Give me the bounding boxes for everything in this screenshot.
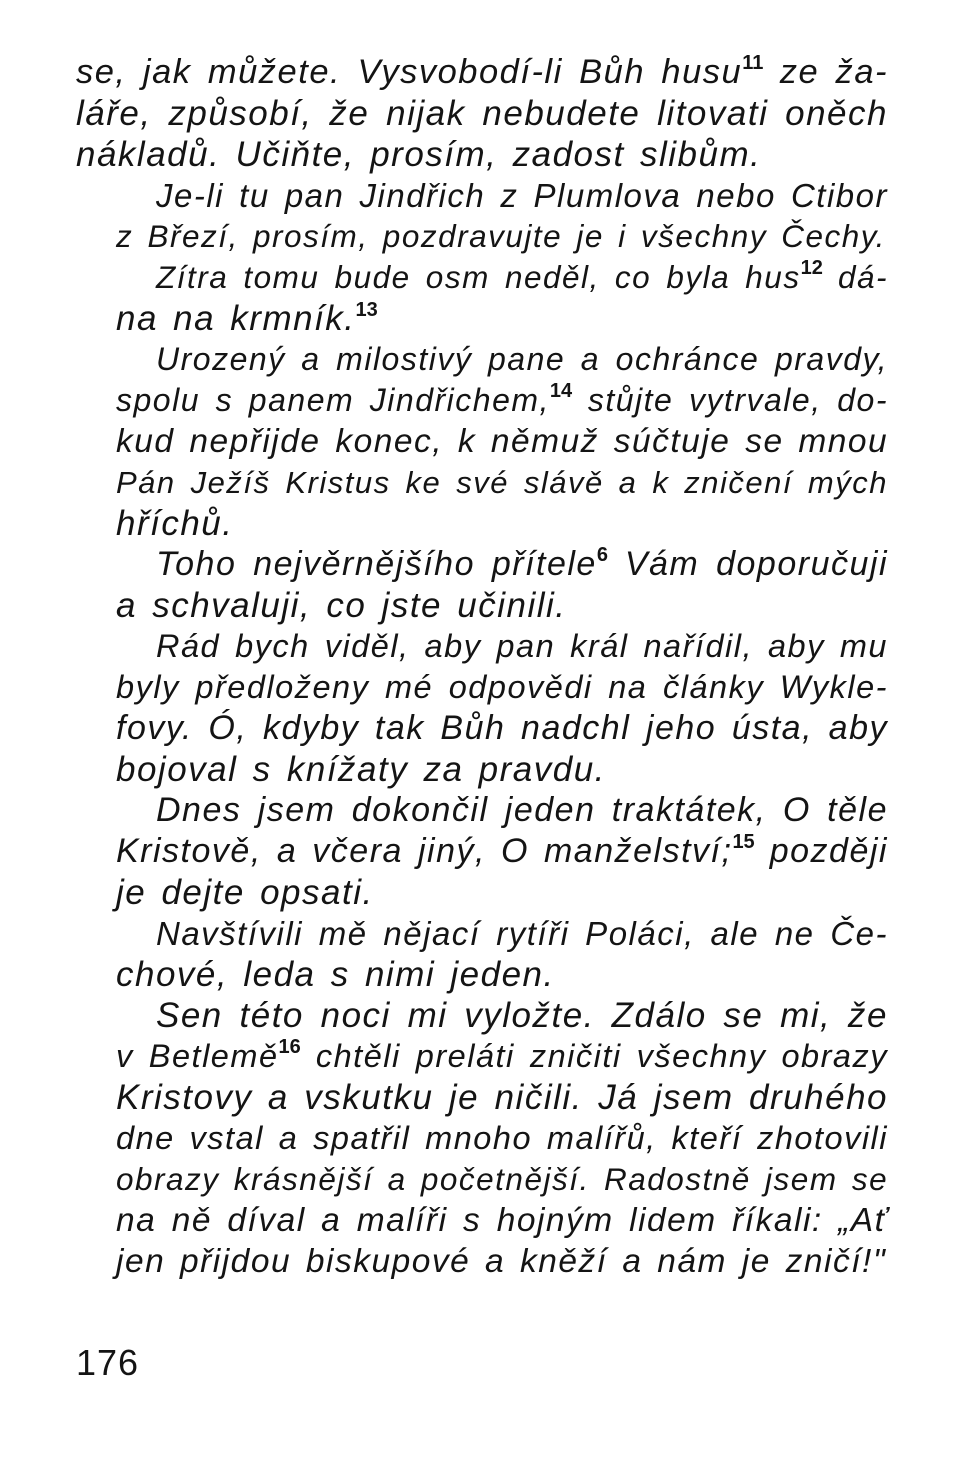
text-line xyxy=(76,831,888,872)
text-line xyxy=(76,175,888,216)
line-text: Kristovy a vskutku je ničili. Já jsem druhého xyxy=(116,1078,888,1117)
line-text: později xyxy=(754,832,888,870)
line-text: na na krmník. xyxy=(116,299,356,338)
text-line xyxy=(76,298,888,339)
line-text: chové, leda s nimi jeden. xyxy=(116,955,555,994)
paragraph xyxy=(76,544,888,626)
line-text: bojoval s knížaty za pravdu. xyxy=(116,750,606,789)
text-line xyxy=(76,1159,888,1200)
line-text: Vám doporučuji xyxy=(607,545,888,583)
footnote-marker: 15 xyxy=(732,831,755,853)
footnote-marker: 12 xyxy=(800,257,823,279)
text-line xyxy=(76,995,888,1036)
line-text: Zítra tomu bude osm neděl, co byla hus xyxy=(156,259,801,295)
line-text: na ně díval a malíři s hojným lidem říkali: „Ať xyxy=(116,1202,888,1239)
line-text: Pán Ježíš Kristus ke své slávě a k zničení mých xyxy=(116,465,888,500)
line-text: láře, způsobí, že nijak nebudete litovati oněch xyxy=(76,94,888,133)
text-line xyxy=(76,626,888,667)
line-text: Rád bych viděl, aby pan král nařídil, aby mu xyxy=(156,628,888,664)
text-line xyxy=(76,872,888,913)
page-text-body xyxy=(76,52,888,1282)
line-text: Toho nejvěrnějšího přítele xyxy=(156,545,597,583)
line-text: z Březí, prosím, pozdravujte je i všechny Čechy. xyxy=(116,218,886,254)
text-line xyxy=(76,954,888,995)
paragraph xyxy=(76,175,888,257)
paragraph xyxy=(76,52,888,175)
text-line xyxy=(76,913,888,954)
text-line xyxy=(76,380,888,421)
paragraph xyxy=(76,913,888,995)
paragraph xyxy=(76,790,888,913)
line-text: jen přijdou biskupové a kněží a nám je zničí!" xyxy=(116,1243,887,1280)
line-text: Je-li tu pan Jindřich z Plumlova nebo Ctibor xyxy=(156,177,888,214)
line-text: se, jak můžete. Vysvobodí-li Bůh husu xyxy=(76,53,743,91)
footnote-marker: 11 xyxy=(742,52,764,74)
paragraph xyxy=(76,995,888,1282)
line-text: chtěli preláti zničiti všechny obrazy xyxy=(300,1038,888,1074)
text-line xyxy=(76,503,888,544)
footnote-marker: 14 xyxy=(549,380,573,402)
line-text: je dejte opsati. xyxy=(116,873,374,912)
text-line xyxy=(76,257,888,298)
line-text: Dnes jsem dokončil jeden traktátek, O těle xyxy=(156,791,888,829)
text-line xyxy=(76,93,888,134)
line-text: v Betlemě xyxy=(116,1038,279,1074)
footnote-marker: 16 xyxy=(278,1036,301,1058)
text-line xyxy=(76,134,888,175)
text-line xyxy=(76,749,888,790)
line-text: dne vstal a spatřil mnoho malířů, kteří zhotovili xyxy=(116,1120,888,1156)
text-line xyxy=(76,544,888,585)
text-line xyxy=(76,585,888,626)
text-line xyxy=(76,1200,888,1241)
line-text: obrazy krásnější a početnější. Radostně jsem se xyxy=(116,1161,889,1197)
line-text: Urozený a milostivý pane a ochránce pravdy, xyxy=(156,341,888,377)
line-text: byly předloženy mé odpovědi na články Wykle- xyxy=(116,669,888,705)
text-line xyxy=(76,1241,888,1282)
line-text: Kristově, a včera jiný, O manželství; xyxy=(116,832,733,870)
text-line xyxy=(76,216,888,257)
text-line xyxy=(76,421,888,462)
text-line xyxy=(76,667,888,708)
text-line xyxy=(76,1036,888,1077)
paragraph xyxy=(76,339,888,544)
line-text: spolu s panem Jindřichem, xyxy=(116,382,550,418)
text-line xyxy=(76,52,888,93)
text-line xyxy=(76,1077,888,1118)
paragraph xyxy=(76,626,888,790)
text-line xyxy=(76,1118,888,1159)
text-line xyxy=(76,462,888,503)
text-line xyxy=(76,708,888,749)
line-text: dá- xyxy=(822,259,889,295)
text-line xyxy=(76,790,888,831)
footnote-marker: 13 xyxy=(355,299,378,321)
footnote-marker: 6 xyxy=(596,544,608,566)
page-number: 176 xyxy=(76,1342,140,1383)
text-line xyxy=(76,339,888,380)
line-text: hříchů. xyxy=(116,504,234,543)
line-text: a schvaluji, co jste učinili. xyxy=(116,586,567,625)
line-text: ze ža- xyxy=(763,53,888,91)
line-text: Sen této noci mi vyložte. Zdálo se mi, že xyxy=(156,996,888,1035)
line-text: kud nepřijde konec, k němuž súčtuje se mnou xyxy=(116,423,889,460)
line-text: stůjte vytrvale, do- xyxy=(572,382,889,418)
line-text: Navštívili mě nějací rytíři Poláci, ale ne Če- xyxy=(156,915,888,952)
line-text: nákladů. Učiňte, prosím, zadost slibům. xyxy=(76,135,762,174)
line-text: fovy. Ó, kdyby tak Bůh nadchl jeho ústa, aby xyxy=(116,709,888,747)
paragraph xyxy=(76,257,888,339)
